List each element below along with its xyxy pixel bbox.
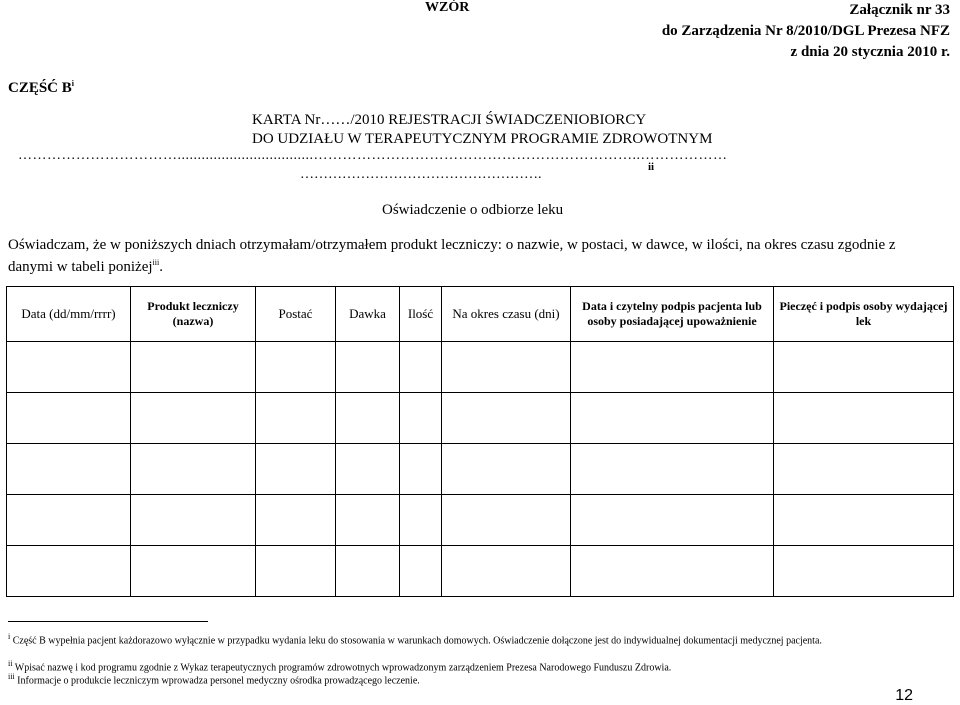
annex-line: do Zarządzenia Nr 8/2010/DGL Prezesa NFZ: [661, 23, 950, 39]
table-cell[interactable]: [774, 495, 954, 546]
table-cell[interactable]: [256, 444, 336, 495]
table-cell[interactable]: [7, 546, 131, 597]
table-cell[interactable]: [400, 546, 442, 597]
table-cell[interactable]: [774, 342, 954, 393]
table-row: [7, 546, 954, 597]
column-header: Data (dd/mm/rrrr): [7, 287, 131, 342]
table-cell[interactable]: [7, 393, 131, 444]
column-header: Postać: [256, 287, 336, 342]
annex-line: z dnia 20 stycznia 2010 r.: [790, 44, 950, 60]
statement-body: Oświadczam, że w poniższych dniach otrzymałam/otrzymałem produkt leczniczy: o nazwie, w postaci, w dawce, w ilości, na okres czasu zgodnie z danymi w tabeli poniżej: [8, 237, 896, 275]
table-cell[interactable]: [256, 546, 336, 597]
card-title: [252, 111, 712, 149]
part-label-text: CZĘŚĆ B: [8, 80, 72, 96]
card-title-line: KARTA Nr……/2010 REJESTRACJI ŚWIADCZENIOBIORCY: [252, 112, 647, 128]
table-cell[interactable]: [7, 342, 131, 393]
column-header: Data i czytelny podpis pacjenta lub osoby posiadającej upoważnienie: [571, 287, 774, 342]
column-header: Dawka: [336, 287, 400, 342]
table-cell[interactable]: [131, 495, 256, 546]
footnote-mark: iii: [8, 672, 15, 681]
annex-line: Załącznik nr 33: [849, 2, 950, 18]
footnote: [8, 671, 908, 687]
table-cell[interactable]: [400, 444, 442, 495]
table-cell[interactable]: [336, 546, 400, 597]
statement-text: [8, 236, 913, 276]
footnote-separator: [8, 621, 208, 622]
table-cell[interactable]: [774, 546, 954, 597]
table-cell[interactable]: [336, 495, 400, 546]
card-title-line: DO UDZIAŁU W TERAPEUTYCZNYM PROGRAMIE ZDROWOTNYM: [252, 131, 713, 147]
table-cell[interactable]: [131, 444, 256, 495]
statement-end: .: [159, 259, 163, 275]
table-row: [7, 444, 954, 495]
table-cell[interactable]: [442, 546, 571, 597]
table-cell[interactable]: [571, 495, 774, 546]
table-cell[interactable]: [131, 393, 256, 444]
footnote-text: Informacje o produkcie leczniczym wprowadza personel medyczny ośrodka prowadzącego leczenie.: [17, 675, 420, 687]
footnote-text: Wpisać nazwę i kod programu zgodnie z Wykaz terapeutycznych programów zdrowotnych wprowadzonym zarządzeniem Prezesa Narodowego Funduszu Zdrowia.: [14, 662, 672, 674]
program-fill-line: ……………………………..................................…………………………………………………………..………………: [18, 148, 728, 163]
statement-title: Oświadczenie o odbiorze leku: [382, 202, 564, 218]
table-cell[interactable]: [336, 444, 400, 495]
table-cell[interactable]: [400, 495, 442, 546]
footnote-ref: i: [71, 79, 75, 88]
footnote-text: Część B wypełnia pacjent każdorazowo wyłącznie w przypadku wydania leku do stosowania w warunkach domowych. Oświadczenie dołączone jest do indywidualnej dokumentacji medycznej pacjenta.: [12, 635, 822, 647]
table-cell[interactable]: [7, 444, 131, 495]
table-header-row: [7, 287, 954, 342]
annex-header: [662, 0, 950, 63]
table-cell[interactable]: [400, 393, 442, 444]
table-row: [7, 342, 954, 393]
page-number: 12: [895, 687, 913, 704]
table-cell[interactable]: [256, 495, 336, 546]
table-cell[interactable]: [774, 444, 954, 495]
table-cell[interactable]: [442, 495, 571, 546]
table-cell[interactable]: [774, 393, 954, 444]
table-cell[interactable]: [131, 342, 256, 393]
template-label: WZÓR: [425, 0, 470, 15]
table-cell[interactable]: [571, 393, 774, 444]
footnote: [8, 631, 908, 647]
table-cell[interactable]: [400, 342, 442, 393]
footnote-ref: iii: [152, 258, 160, 267]
table-cell[interactable]: [7, 495, 131, 546]
table-cell[interactable]: [571, 342, 774, 393]
footnote-mark: ii: [8, 659, 13, 668]
footnote-mark: i: [8, 632, 11, 641]
dispensing-table: [6, 286, 954, 597]
table-row: [7, 495, 954, 546]
table-cell[interactable]: [571, 546, 774, 597]
table-cell[interactable]: [336, 342, 400, 393]
table-cell[interactable]: [442, 342, 571, 393]
table-cell[interactable]: [571, 444, 774, 495]
table-cell[interactable]: [131, 546, 256, 597]
table-cell[interactable]: [256, 393, 336, 444]
program-fill-line-2: …………………………………………….: [300, 167, 542, 182]
column-header: Produkt leczniczy (nazwa): [131, 287, 256, 342]
part-label: [8, 79, 74, 97]
column-header: Na okres czasu (dni): [442, 287, 571, 342]
table-cell[interactable]: [256, 342, 336, 393]
table-cell[interactable]: [442, 393, 571, 444]
column-header: Ilość: [400, 287, 442, 342]
footnote-ref: ii: [648, 161, 655, 173]
column-header: Pieczęć i podpis osoby wydającej lek: [774, 287, 954, 342]
table-cell[interactable]: [442, 444, 571, 495]
table-row: [7, 393, 954, 444]
table-cell[interactable]: [336, 393, 400, 444]
